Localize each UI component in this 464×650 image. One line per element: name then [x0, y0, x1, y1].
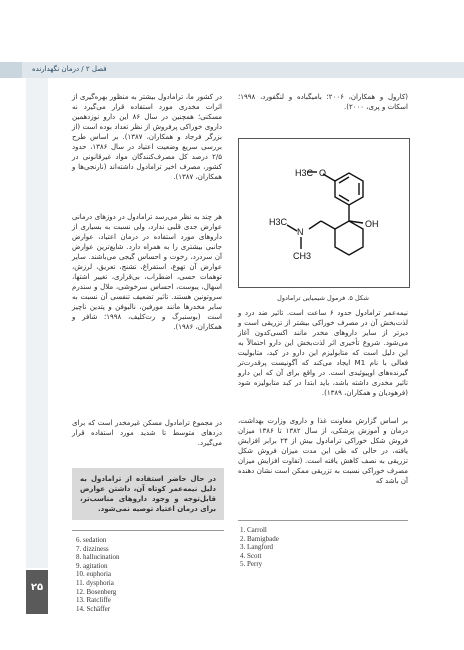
margin-band [26, 78, 48, 568]
chemical-structure-figure [238, 138, 410, 288]
footnote: 1. Carroll [240, 526, 267, 534]
right-para-2: نیمه‌عمر ترامادول حدود ۶ ساعت است. تاثیر ضد درد و لذت‌بخش آن در مصرف خوراکی بیشتر از تزریقی است و دیرتر از سایر داروهای مخدر مانند اکسی‌کدون آغاز می‌شود. شروع تأخیری اثر لذت‌بخش این دارو احتمالاً به این دلیل است که متابولیزم این دارو در کبد، متابولیت فعالی با نام M1 ایجاد می‌کند که آگونیست پرقدرت‌تر گیرنده‌های اوپیوئیدی است. در واقع برای آن که این دارو تاثیر مخدری داشته باشد، باید ابتدا در کبد متابولیزه شود (فرهودیان و همکاران، ۱۳۸۹). [238, 309, 408, 397]
page-number: ۲۵ [30, 582, 44, 593]
footnote: 8. hallucination [76, 553, 120, 562]
highlight-note-box: در حال حاضر استفاده از ترامادول به دلیل نیمه‌عمر کوتاه آن، داشتن عوارض قابل‌توجه و وجود داروهای مناسب‌تر، برای درمان اعتیاد توصیه نمی‌شود. [72, 468, 224, 520]
footnote: 13. Ratcliffe [76, 596, 111, 605]
right-footnote-rule [238, 520, 408, 521]
footnote: 12. Bosenberg [76, 587, 117, 596]
tramadol-structure-diagram [239, 139, 409, 287]
nitrogen-label: N [297, 227, 304, 237]
footnote: 11. dysphoria [76, 578, 114, 587]
footnote: 10. euphoria [76, 570, 111, 579]
ch3-label: CH3 [293, 251, 312, 261]
h3c-o-label: H3C [295, 168, 314, 178]
footnote: 9. agitation [76, 561, 108, 570]
footnote: 6. sedation [76, 536, 107, 544]
footnote: 14. Schäffer [76, 604, 111, 613]
right-para-1: (کارول و همکاران، ۲۰۰۶؛ بامیگباده و لنگفورد، ۱۹۹۸؛ اسکات و پری، ۲۰۰۰). [238, 93, 409, 111]
left-footnote-rule [72, 530, 224, 531]
oh-label: OH [365, 219, 379, 229]
left-footnotes [76, 536, 216, 613]
figure-caption: شکل ۵. فرمول شیمیایی ترامادول [277, 294, 369, 302]
footnote: 5. Perry [240, 560, 263, 569]
cyclohexane-ring [335, 221, 363, 255]
oxygen-label: O [319, 168, 327, 178]
left-para-2: هر چند به نظر می‌رسد ترامادول در دوزهای درمانی عوارض جدی قلبی ندارد، ولی نسبت به بسیاری از داروهای مورد استفاده در درمان اعتیاد، عوارض جانبی بیشتری را به همراه دارد. شایع‌ترین عوارض آن سردرد، رخوت و احساس گیجی می‌باشند. سایر عوارض آن تهوع، استفراغ، تشنج، تعریق، لرزش، توهمات حسی، اضطراب، بی‌قراری، تغییر اشتها، اسهال، یبوست، احساس سرخوشی، ملال و سندرم سروتونین هستند. تاثیر تضعیف تنفسی آن نسبت به سایر مخدرها مانند مورفین، نالبوفن و پتدین ناچیز است (بوسنبرگ و رت‌کلیف، ۱۹۹۸؛ شافر و همکاران، ۱۹۸۶). [72, 213, 223, 331]
footnote: 3. Langford [240, 543, 274, 552]
footnote: 7. dizziness [76, 544, 109, 553]
h3c-n-label: H3C [269, 217, 288, 227]
header-accent [0, 62, 22, 78]
right-footnotes [240, 526, 400, 569]
chapter-title: فصل ۲ / درمان نگهدارنده [32, 65, 107, 73]
top-margin [0, 0, 464, 54]
left-para-1: در کشور ما، ترامادول بیشتر به منظور بهره‌گیری از اثرات مخدری مورد استفاده قرار می‌گیرد نه مسکنی؛ همچنین در سال ۸۶ این دارو نوزدهمین داروی خوراکی پرفروش از نظر تعداد بوده است (از بزرگر فرجاد و همکاران، ۱۳۸۷). بر اساس طرح بررسی سریع وضعیت اعتیاد در سال ۱۳۸۶، حدود ۲/۵ درصد کل مصرف‌کنندگان مواد غیرقانونی در کشور، مصرف اخیر ترامادول داشته‌اند (نارنجی‌ها و همکاران، ۱۳۸۷). [72, 93, 223, 181]
footnote: 2. Bamigbade [240, 534, 279, 543]
left-para-3: در مجموع ترامادول مسکن غیرمخدر است که برای دردهای متوسط تا شدید مورد استفاده قرار می‌گیرد. [72, 419, 222, 447]
footnote: 4. Scott [240, 551, 262, 560]
right-para-3: بر اساس گزارش معاونت غذا و داروی وزارت بهداشت، درمان و آموزش پزشکی، از سال ۱۳۸۲ تا ۱۳۸۶ میزان فروش شکل خوراکی ترامادول بیش از ۲۴ برابر افزایش یافته، در حالی که طی این مدت میزان فروش شکل تزریقی به نصف کاهش یافته است. (تفاوت افزایش میزان مصرف خوراکی نسبت به تزریقی ممکن است نشان دهنده آن باشد که [238, 417, 408, 485]
